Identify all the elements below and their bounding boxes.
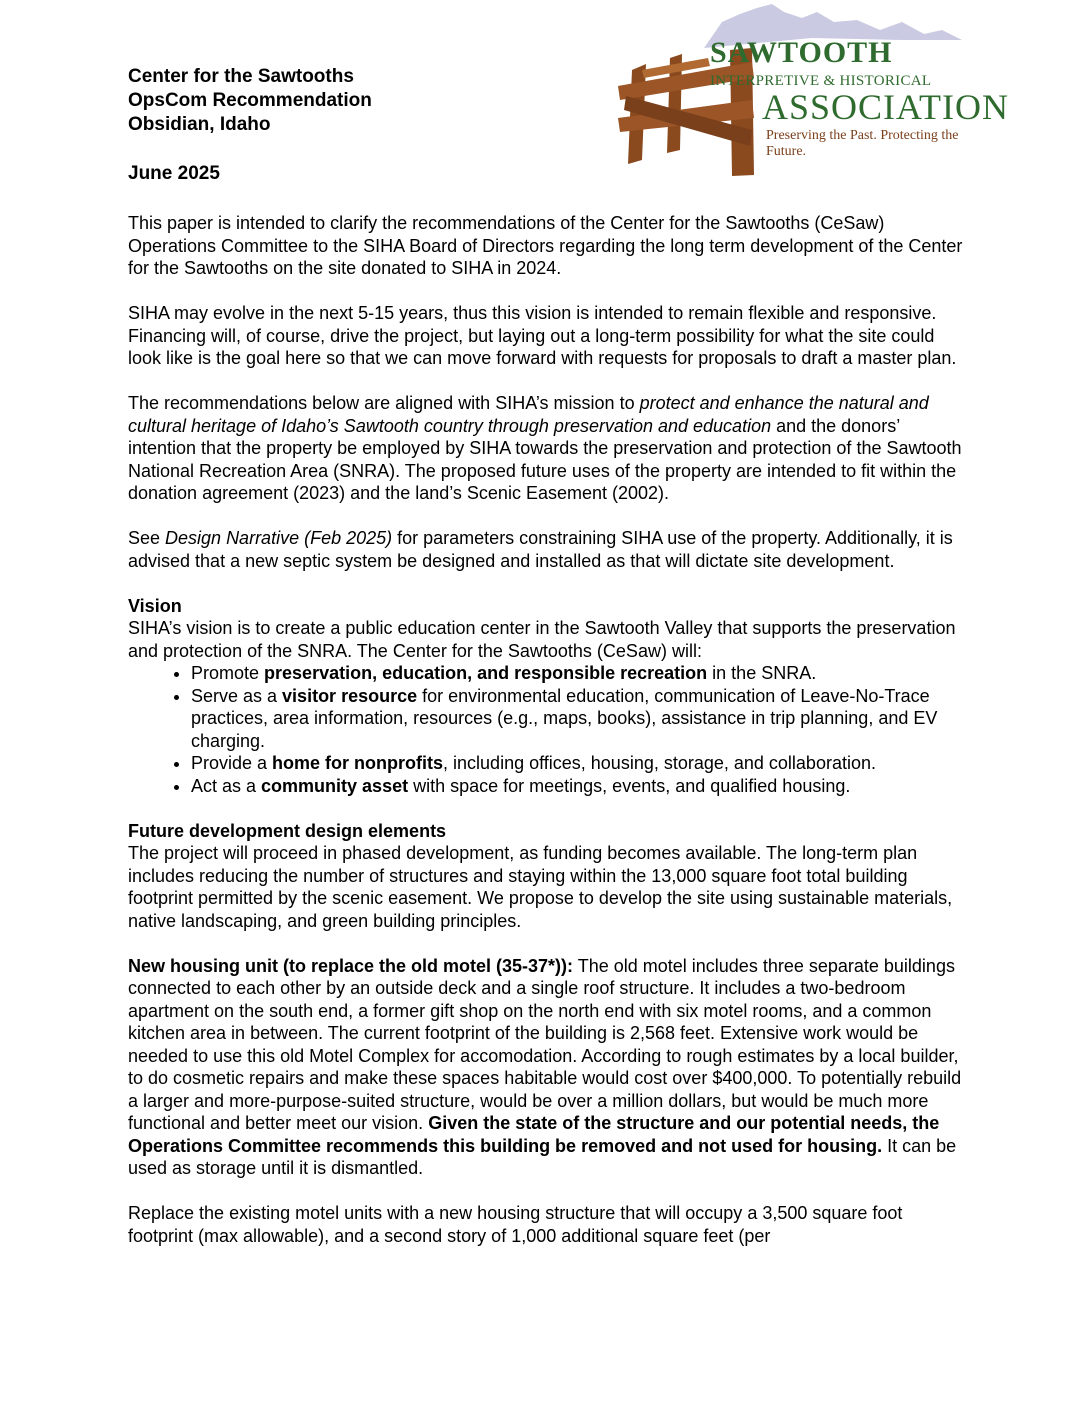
item-text: Serve as a	[191, 685, 283, 706]
mission-italic: protect and enhance the natural and cultural heritage of Idaho’s Sawtooth country through preservation and education	[128, 393, 929, 436]
future-title: Future development design elements	[128, 820, 447, 841]
item-text: for environmental education, communication of Leave-No-Trace practices, area information, resources (e.g., maps, books), assistance in trip planning, and EV charging.	[191, 685, 938, 751]
document-body	[128, 212, 968, 1270]
item-bold: home for nonprofits	[272, 753, 444, 773]
item-text: Promote	[191, 663, 265, 683]
item-bold: community asset	[261, 775, 409, 796]
mission-text-a: The recommendations below are aligned with SIHA’s mission to	[128, 393, 640, 413]
header-line-2: OpsCom Recommendation	[128, 90, 372, 111]
narrative-text-c: for parameters constraining SIHA use of the property. Additionally, it is advised that a new septic system be designed and installed as that will dictate site development.	[128, 528, 953, 571]
narrative-italic: Design Narrative (Feb 2025)	[165, 528, 393, 548]
mission-text-c: and the donors’ intention that the property be employed by SIHA towards the preservation and protection of the Sawtooth National Recreation Area (SNRA). The proposed future uses of the property are intended to fit within the donation agreement (2023) and the land’s Scenic Easement (2002).	[128, 415, 962, 503]
item-text: Act as a	[191, 775, 262, 796]
vision-item	[191, 775, 968, 798]
vision-title: Vision	[128, 595, 182, 616]
vision-item	[191, 662, 968, 685]
header-line-3: Obsidian, Idaho	[128, 114, 271, 135]
logo-tagline: Preserving the Past. Protecting the Future.	[766, 128, 959, 159]
paragraph-mission	[128, 392, 968, 505]
vision-item	[191, 685, 968, 753]
future-text: The project will proceed in phased development, as funding becomes available. The long-term plan includes reducing the number of structures and staying within the 13,000 square foot total building footprint permitted by the scenic easement. We propose to develop the site using sustainable materials, native landscaping, and green building principles.	[128, 843, 953, 931]
paragraph-intro: This paper is intended to clarify the recommendations of the Center for the Sawtooths (CeSaw) Operations Committee to the SIHA Board of Directors regarding the long term development of the Center for the Sawtooths on the site donated to SIHA in 2024.	[128, 213, 963, 278]
header-line-1: Center for the Sawtooths	[128, 66, 354, 87]
paragraph-design-narrative	[128, 527, 968, 572]
document-date: June 2025	[128, 163, 220, 184]
vision-list	[128, 662, 968, 797]
housing-tail: It can be used as storage until it is dismantled.	[128, 1135, 957, 1178]
narrative-text-a: See	[128, 528, 166, 548]
document-header	[128, 65, 372, 137]
item-bold: preservation, education, and responsible recreation	[264, 663, 708, 683]
logo-word-sawtooth: SAWTOOTH	[710, 36, 893, 69]
siha-logo	[612, 0, 1010, 180]
logo-word-association: ASSOCIATION	[762, 87, 1010, 127]
item-bold: visitor resource	[282, 685, 418, 706]
housing-recommendation: Given the state of the structure and our potential needs, the Operations Committee recommends this building be removed and not used for housing.	[128, 1113, 940, 1156]
vision-intro: SIHA’s vision is to create a public education center in the Sawtooth Valley that supports the preservation and protection of the SNRA. The Center for the Sawtooths (CeSaw) will:	[128, 618, 956, 661]
section-vision	[128, 595, 968, 798]
housing-lead: New housing unit (to replace the old motel (35-37*)):	[128, 955, 574, 976]
vision-item	[191, 752, 968, 775]
section-future-development	[128, 820, 968, 933]
item-text: , including offices, housing, storage, and collaboration.	[443, 753, 876, 773]
paragraph-flexibility: SIHA may evolve in the next 5-15 years, thus this vision is intended to remain flexible and responsive. Financing will, of course, drive the project, but laying out a long-term possibility for what the site could look like is the goal here so that we can move forward with requests for proposals to draft a master plan.	[128, 303, 957, 368]
housing-text: The old motel includes three separate buildings connected to each other by an outside deck and a single roof structure. It includes a two-bedroom apartment on the south end, a former gift shop on the north end with six motel rooms, and a common kitchen area in between. The current footprint of the building is 2,568 feet. Extensive work would be needed to use this old Motel Complex for accomodation. According to rough estimates by a local builder, to do cosmetic repairs and make these spaces habitable would cost over $400,000. To potentially rebuild a larger and more-purpose-suited structure, would be over a million dollars, but would be much more functional and better meet our vision.	[128, 955, 962, 1133]
paragraph-replace: Replace the existing motel units with a new housing structure that will occupy a 3,500 square foot footprint (max allowable), and a second story of 1,000 additional square feet (per	[128, 1203, 903, 1246]
paragraph-housing	[128, 955, 968, 1180]
item-text: Provide a	[191, 753, 273, 773]
item-text: with space for meetings, events, and qualified housing.	[408, 775, 851, 796]
logo-word-interpretive: INTERPRETIVE & HISTORICAL	[710, 73, 932, 89]
item-text: in the SNRA.	[707, 663, 817, 683]
